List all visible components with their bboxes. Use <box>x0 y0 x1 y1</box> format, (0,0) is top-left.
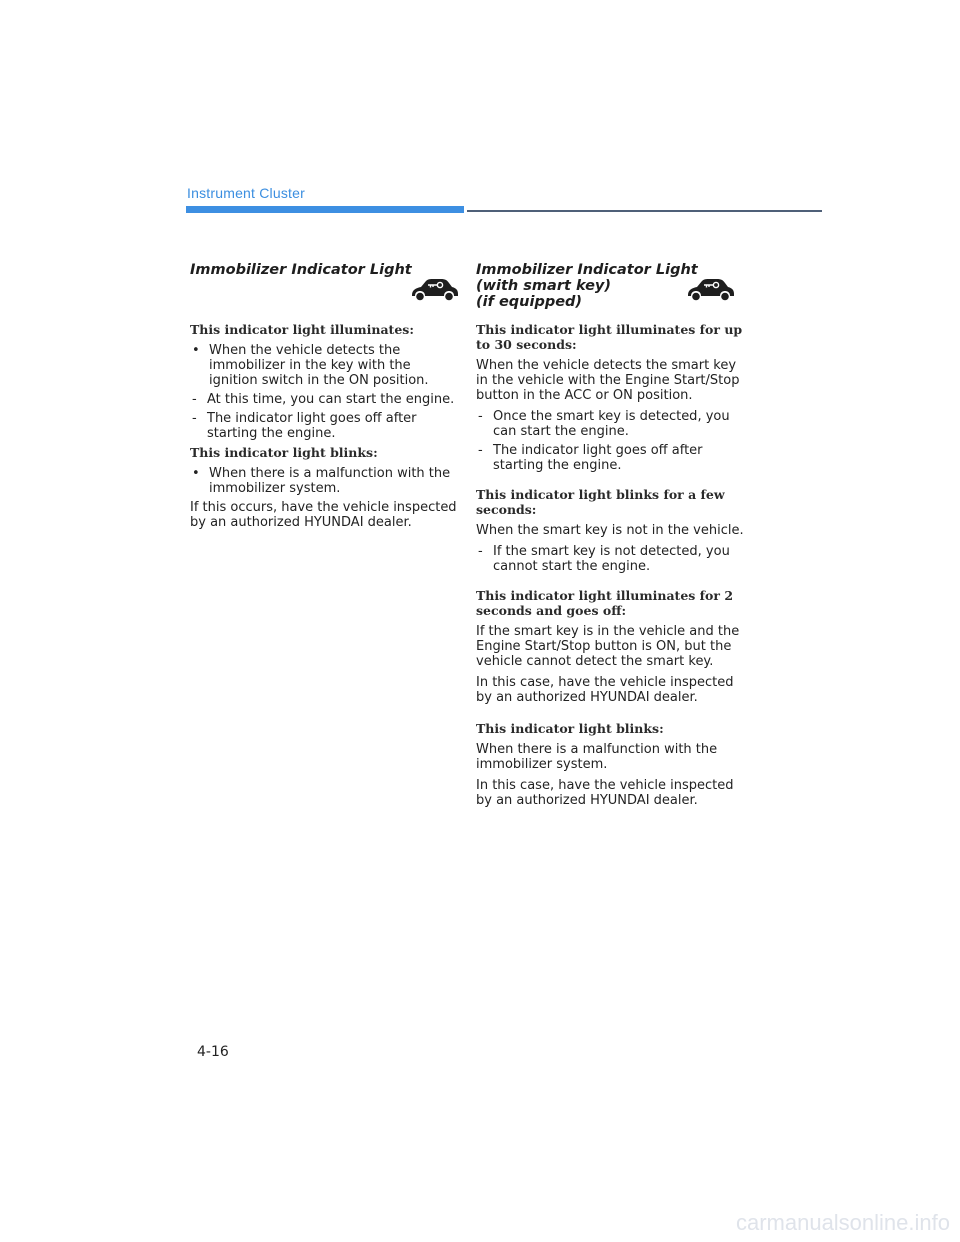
dash-marker: - <box>478 409 483 424</box>
list-item <box>190 466 460 496</box>
right-paragraph: When there is a malfunction with the immobilizer system. <box>476 742 718 772</box>
left-section-title: Immobilizer Indicator Light <box>190 262 412 278</box>
page-number: 4-16 <box>197 1044 229 1060</box>
car-key-icon <box>684 276 736 302</box>
right-subheading-blinks: This indicator light blinks: <box>476 721 664 736</box>
left-subheading-blinks: This indicator light blinks: <box>190 445 378 460</box>
right-title-line: Immobilizer Indicator Light <box>476 262 698 278</box>
list-item <box>476 443 746 473</box>
header-rule <box>467 210 822 212</box>
left-paragraph: If this occurs, have the vehicle inspected by an authorized HYUNDAI dealer. <box>190 500 457 530</box>
dash-marker: - <box>192 411 197 426</box>
list-item-text: The indicator light goes off after starting the engine. <box>493 443 703 473</box>
right-paragraph: When the smart key is not in the vehicle. <box>476 523 744 538</box>
car-key-icon <box>408 276 460 302</box>
right-paragraph: In this case, have the vehicle inspected by an authorized HYUNDAI dealer. <box>476 675 734 705</box>
dash-marker: - <box>478 443 483 458</box>
right-title-row <box>476 262 746 322</box>
list-item-text: The indicator light goes off after starting the engine. <box>207 411 417 441</box>
right-title-line: (with smart key) <box>476 278 611 294</box>
header-title: Instrument Cluster <box>187 185 305 201</box>
left-title-row <box>190 262 460 322</box>
right-paragraph: If the smart key is in the vehicle and the Engine Start/Stop button is ON, but the vehicle cannot detect the smart key. <box>476 624 740 669</box>
right-paragraph: When the vehicle detects the smart key in the vehicle with the Engine Start/Stop button in the ACC or ON position. <box>476 358 740 403</box>
left-subheading-illuminates: This indicator light illuminates: <box>190 322 414 337</box>
list-item <box>190 343 460 388</box>
spacer <box>476 477 746 487</box>
list-item-text: Once the smart key is detected, you can start the engine. <box>493 409 730 439</box>
list-item-text: When there is a malfunction with the immobilizer system. <box>209 466 451 496</box>
right-column <box>476 262 746 814</box>
list-item-text: When the vehicle detects the immobilizer in the key with the ignition switch in the ON position. <box>209 343 429 388</box>
header-rule-accent <box>186 206 464 213</box>
bullet-marker: • <box>192 466 200 481</box>
bullet-marker: • <box>192 343 200 358</box>
list-item <box>190 411 460 441</box>
right-title-line: (if equipped) <box>476 294 583 310</box>
list-item <box>190 392 460 407</box>
list-item <box>476 409 746 439</box>
right-subheading-blinks-few-seconds: This indicator light blinks for a few seconds: <box>476 487 725 517</box>
spacer <box>476 711 746 721</box>
list-item <box>476 544 746 574</box>
right-subheading-2-seconds: This indicator light illuminates for 2 seconds and goes off: <box>476 588 734 618</box>
list-item-text: If the smart key is not detected, you cannot start the engine. <box>493 544 730 574</box>
right-subheading-30-seconds: This indicator light illuminates for up to 30 seconds: <box>476 322 743 352</box>
dash-marker: - <box>478 544 483 559</box>
spacer <box>476 578 746 588</box>
right-paragraph: In this case, have the vehicle inspected by an authorized HYUNDAI dealer. <box>476 778 734 808</box>
watermark: carmanualsonline.info <box>735 1210 950 1235</box>
list-item-text: At this time, you can start the engine. <box>207 392 455 407</box>
left-column <box>190 262 460 536</box>
dash-marker: - <box>192 392 197 407</box>
